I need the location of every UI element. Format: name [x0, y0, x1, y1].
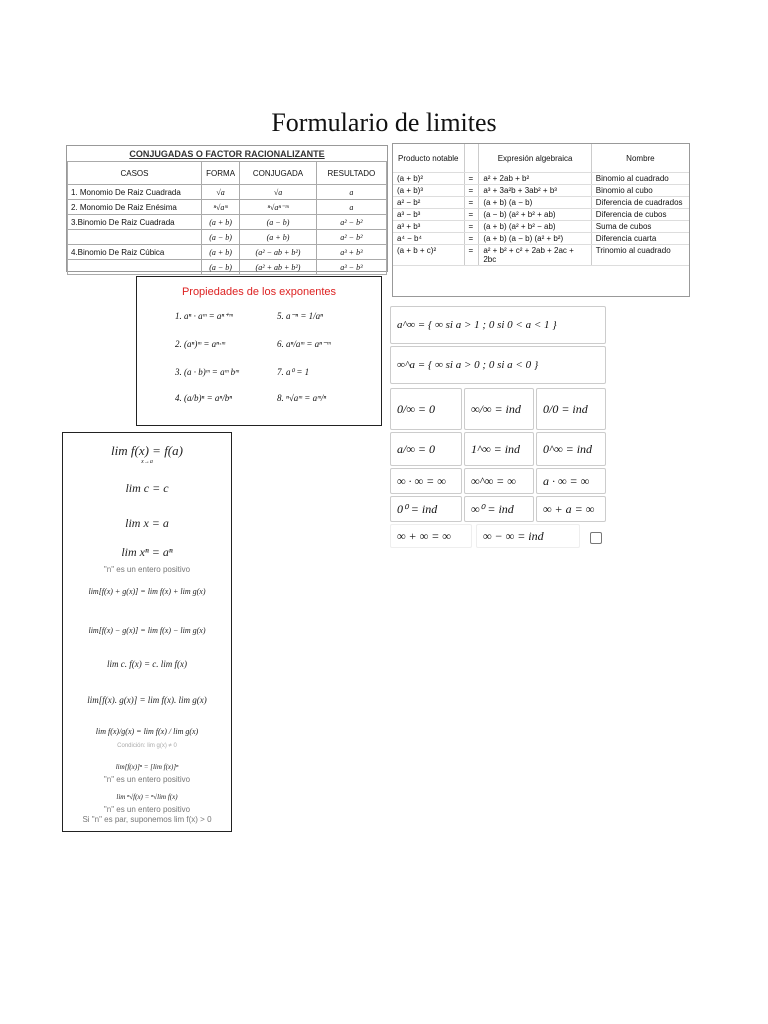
exponent-rule: 8. ⁿ√aᵐ = aᵐ/ⁿ [277, 393, 327, 403]
infinity-panel [390, 306, 608, 548]
prod-eq: = [464, 197, 479, 209]
exponent-rule: 6. aⁿ/aᵐ = aⁿ⁻ᵐ [277, 339, 331, 349]
prod-eq: = [464, 209, 479, 221]
limit-note: "n" es un entero positivo [103, 805, 191, 814]
exponent-rule: 7. a⁰ = 1 [277, 367, 310, 377]
conj-form: (a − b) [201, 230, 239, 245]
conj-form: (a + b) [201, 215, 239, 230]
limit-rule: lim[f(x) − g(x)] = lim f(x) − lim g(x) [88, 626, 206, 635]
infinity-cell: ∞ + ∞ = ∞ [390, 524, 472, 548]
infinity-cell: 1^∞ = ind [464, 432, 534, 466]
prod-eq: = [464, 233, 479, 245]
table-row [68, 230, 387, 245]
conjugates-caption: CONJUGADAS O FACTOR RACIONALIZANTE [129, 149, 325, 159]
infinity-cell: 0^∞ = ind [536, 432, 606, 466]
conj-form: √a [201, 185, 239, 200]
prod-header: Nombre [591, 144, 689, 173]
limit-note: "n" es un entero positivo [103, 775, 191, 784]
page-title: Formulario de limites [271, 108, 497, 137]
limit-rule: lim ⁿ√f(x) = ⁿ√lim f(x) [116, 793, 178, 801]
products-table [392, 143, 690, 297]
prod-product: a⁴ − b⁴ [393, 233, 464, 245]
infinity-cell: a^∞ = { ∞ si a > 1 ; 0 si 0 < a < 1 } [390, 306, 606, 344]
prod-eq: = [464, 245, 479, 266]
table-row [68, 200, 387, 215]
prod-header: Expresión algebraica [479, 144, 591, 173]
conj-form: ⁿ√aᵐ [201, 200, 239, 215]
limit-rule: lim[f(x) + g(x)] = lim f(x) + lim g(x) [88, 587, 206, 596]
prod-product: a² − b² [393, 197, 464, 209]
limit-rule: lim c. f(x) = c. lim f(x) [106, 659, 188, 669]
infinity-cell: 0/0 = ind [536, 388, 606, 430]
conj-result: a³ − b³ [316, 260, 386, 275]
limit-rule: lim[f(x)]ⁿ = [lim f(x)]ⁿ [115, 763, 179, 771]
limit-note: Condición: lim g(x) ≠ 0 [117, 743, 177, 749]
prod-product: a³ − b³ [393, 209, 464, 221]
prod-eq: = [464, 173, 479, 185]
prod-product: (a + b + c)² [393, 245, 464, 266]
exponent-rule: 2. (aⁿ)ᵐ = aⁿ·ᵐ [175, 339, 225, 349]
prod-header [464, 144, 479, 173]
infinity-cell: ∞^a = { ∞ si a > 0 ; 0 si a < 0 } [390, 346, 606, 384]
conjugates-table [66, 145, 388, 272]
prod-name: Trinomio al cuadrado [591, 245, 689, 266]
zoom-icon[interactable] [590, 532, 602, 544]
exponent-rule: 4. (a/b)ⁿ = aⁿ/bⁿ [175, 393, 233, 403]
conj-case: 1. Monomio De Raiz Cuadrada [68, 185, 202, 200]
prod-name: Suma de cubos [591, 221, 689, 233]
table-row [393, 197, 689, 209]
prod-expression: (a + b) (a − b) (a² + b²) [479, 233, 591, 245]
prod-expression: a² + 2ab + b² [479, 173, 591, 185]
infinity-cell: 0/∞ = 0 [390, 388, 462, 430]
infinity-cell: a/∞ = 0 [390, 432, 462, 466]
exponent-rule: 3. (a · b)ᵐ = aᵐ bᵐ [175, 367, 239, 377]
prod-header: Producto notable [393, 144, 464, 173]
table-row [393, 221, 689, 233]
conj-conjugate: (a + b) [240, 230, 317, 245]
prod-product: a³ + b³ [393, 221, 464, 233]
prod-eq: = [464, 221, 479, 233]
prod-expression: (a + b) (a − b) [479, 197, 591, 209]
conj-form: (a − b) [201, 260, 239, 275]
prod-expression: a² + b² + c² + 2ab + 2ac + 2bc [479, 245, 591, 266]
table-row [68, 260, 387, 275]
infinity-cell: a · ∞ = ∞ [536, 468, 606, 494]
conj-case [68, 260, 202, 275]
limit-rule: lim xⁿ = aⁿ [121, 545, 173, 559]
infinity-cell: ∞ − ∞ = ind [476, 524, 580, 548]
prod-expression: (a + b) (a² + b² − ab) [479, 221, 591, 233]
exponents-heading: Propiedades de los exponentes [181, 286, 337, 298]
table-row [68, 215, 387, 230]
table-row [393, 185, 689, 197]
infinity-cell: 0⁰ = ind [390, 496, 462, 522]
table-row [393, 245, 689, 266]
prod-expression: (a − b) (a² + b² + ab) [479, 209, 591, 221]
table-row [68, 185, 387, 200]
conj-form: (a + b) [201, 245, 239, 260]
conj-conjugate: (a² − ab + b²) [240, 245, 317, 260]
prod-expression: a³ + 3a²b + 3ab² + b³ [479, 185, 591, 197]
limit-rule: lim c = c [125, 481, 169, 495]
prod-product: (a + b)² [393, 173, 464, 185]
prod-name: Diferencia de cubos [591, 209, 689, 221]
limits-box [62, 432, 232, 832]
conj-result: a [316, 185, 386, 200]
infinity-cell: ∞ · ∞ = ∞ [390, 468, 462, 494]
conj-header: CASOS [68, 162, 202, 185]
limit-rule: lim[f(x). g(x)] = lim f(x). lim g(x) [87, 695, 207, 705]
conj-result: a³ + b³ [316, 245, 386, 260]
infinity-cell: ∞⁰ = ind [464, 496, 534, 522]
exponent-rule: 1. aⁿ · aᵐ = aⁿ⁺ᵐ [175, 311, 233, 321]
prod-name: Binomio al cubo [591, 185, 689, 197]
prod-name: Diferencia de cuadrados [591, 197, 689, 209]
conj-case [68, 230, 202, 245]
conj-case: 4.Binomio De Raiz Cúbica [68, 245, 202, 260]
limit-rule: lim f(x)/g(x) = lim f(x) / lim g(x) [95, 727, 199, 736]
conj-header: FORMA [201, 162, 239, 185]
conj-conjugate: (a² + ab + b²) [240, 260, 317, 275]
table-row [393, 209, 689, 221]
conj-header: RESULTADO [316, 162, 386, 185]
prod-product: (a + b)³ [393, 185, 464, 197]
table-row [68, 245, 387, 260]
limit-subscript: x→a [141, 459, 153, 465]
exponent-rule: 5. a⁻ⁿ = 1/aⁿ [277, 311, 323, 321]
prod-eq: = [464, 185, 479, 197]
table-row [393, 233, 689, 245]
limit-rule: lim x = a [125, 516, 169, 530]
conj-header: CONJUGADA [240, 162, 317, 185]
prod-name: Diferencia cuarta [591, 233, 689, 245]
conj-result: a² − b² [316, 230, 386, 245]
exponents-box [136, 276, 382, 426]
prod-name: Binomio al cuadrado [591, 173, 689, 185]
infinity-cell: ∞^∞ = ∞ [464, 468, 534, 494]
table-row [393, 173, 689, 185]
limit-note: Si "n" es par, suponemos lim f(x) > 0 [82, 815, 212, 824]
conj-conjugate: ⁿ√aⁿ⁻ᵐ [240, 200, 317, 215]
infinity-cell: ∞/∞ = ind [464, 388, 534, 430]
conj-conjugate: √a [240, 185, 317, 200]
conj-case: 2. Monomio De Raiz Enésima [68, 200, 202, 215]
limit-rule: lim f(x) = f(a) [111, 443, 183, 458]
conj-conjugate: (a − b) [240, 215, 317, 230]
conj-result: a [316, 200, 386, 215]
infinity-cell: ∞ + a = ∞ [536, 496, 606, 522]
limit-note: "n" es un entero positivo [103, 565, 191, 574]
conj-case: 3.Binomio De Raiz Cuadrada [68, 215, 202, 230]
conj-result: a² − b² [316, 215, 386, 230]
